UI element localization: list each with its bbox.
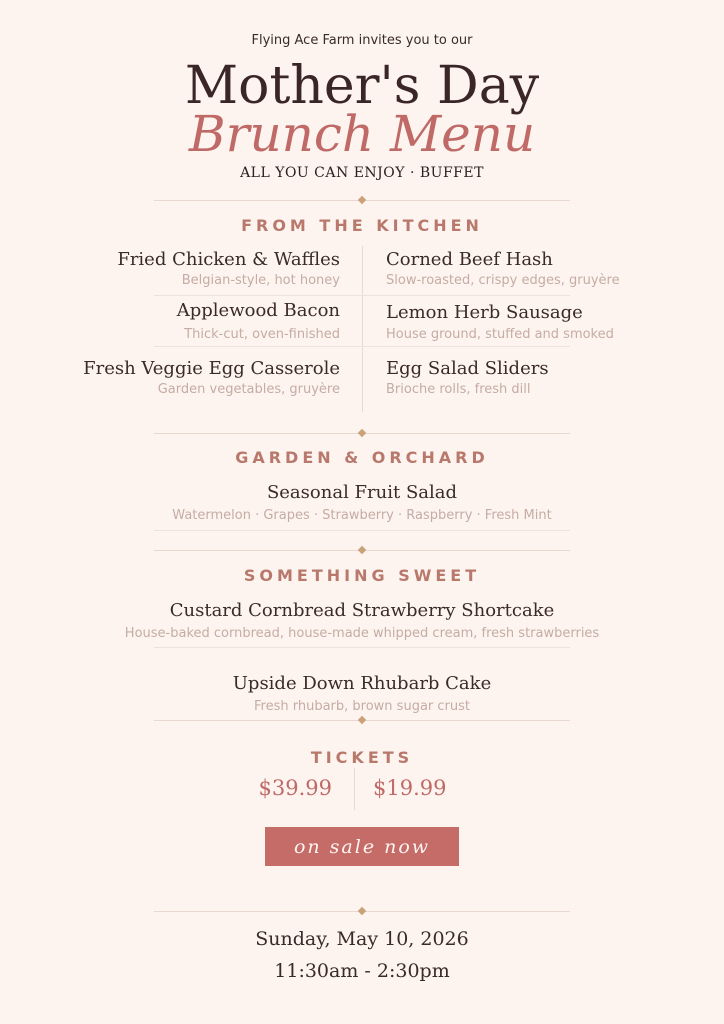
title-mothers-day: Mother's Day — [184, 56, 540, 116]
menu-item-desc: House-baked cornbread, house-made whipped cream, fresh strawberries — [124, 626, 600, 641]
section-title-sweet: SOMETHING SWEET — [243, 566, 481, 585]
event-time: 11:30am - 2:30pm — [274, 960, 450, 982]
column-divider — [362, 246, 363, 412]
menu-item-desc: Fresh rhubarb, brown sugar crust — [254, 699, 470, 714]
menu-item-desc: Slow-roasted, crispy edges, gruyère — [386, 273, 620, 288]
row-divider — [154, 530, 570, 531]
menu-item-name: Lemon Herb Sausage — [386, 302, 583, 323]
menu-item-name: Upside Down Rhubarb Cake — [232, 673, 492, 694]
on-sale-now-button[interactable]: on sale now — [265, 827, 459, 866]
menu-item-name: Fried Chicken & Waffles — [117, 249, 340, 270]
menu-item-desc: Garden vegetables, gruyère — [157, 382, 340, 397]
row-divider — [154, 295, 570, 296]
menu-item-name: Fresh Veggie Egg Casserole — [83, 358, 340, 379]
menu-item-desc: Brioche rolls, fresh dill — [386, 382, 531, 397]
diamond-ornament-icon — [358, 716, 366, 724]
section-title-tickets: TICKETS — [310, 748, 414, 767]
menu-item-name: Egg Salad Sliders — [386, 358, 549, 379]
menu-item-name: Applewood Bacon — [176, 300, 340, 321]
diamond-ornament-icon — [358, 907, 366, 915]
menu-item-name: Corned Beef Hash — [386, 249, 553, 270]
diamond-ornament-icon — [358, 196, 366, 204]
row-divider — [154, 346, 570, 347]
price-adult: $39.99 — [258, 776, 332, 800]
diamond-ornament-icon — [358, 546, 366, 554]
diamond-ornament-icon — [358, 429, 366, 437]
row-divider — [154, 647, 570, 648]
event-date: Sunday, May 10, 2026 — [255, 928, 469, 950]
price-divider — [354, 768, 355, 810]
tagline: ALL YOU CAN ENJOY · BUFFET — [240, 165, 484, 181]
section-title-kitchen: FROM THE KITCHEN — [241, 216, 483, 235]
menu-item-desc: Watermelon · Grapes · Strawberry · Raspberry · Fresh Mint — [172, 508, 552, 523]
price-child: $19.99 — [373, 776, 447, 800]
menu-item-desc: House ground, stuffed and smoked — [386, 327, 614, 342]
title-brunch-menu: Brunch Menu — [188, 105, 536, 163]
menu-item-desc: Thick-cut, oven-finished — [184, 327, 340, 342]
menu-item-name: Custard Cornbread Strawberry Shortcake — [169, 600, 555, 621]
menu-item-name: Seasonal Fruit Salad — [266, 482, 458, 503]
menu-item-desc: Belgian-style, hot honey — [181, 273, 340, 288]
section-title-garden: GARDEN & ORCHARD — [235, 448, 489, 467]
invite-text: Flying Ace Farm invites you to our — [251, 33, 473, 48]
